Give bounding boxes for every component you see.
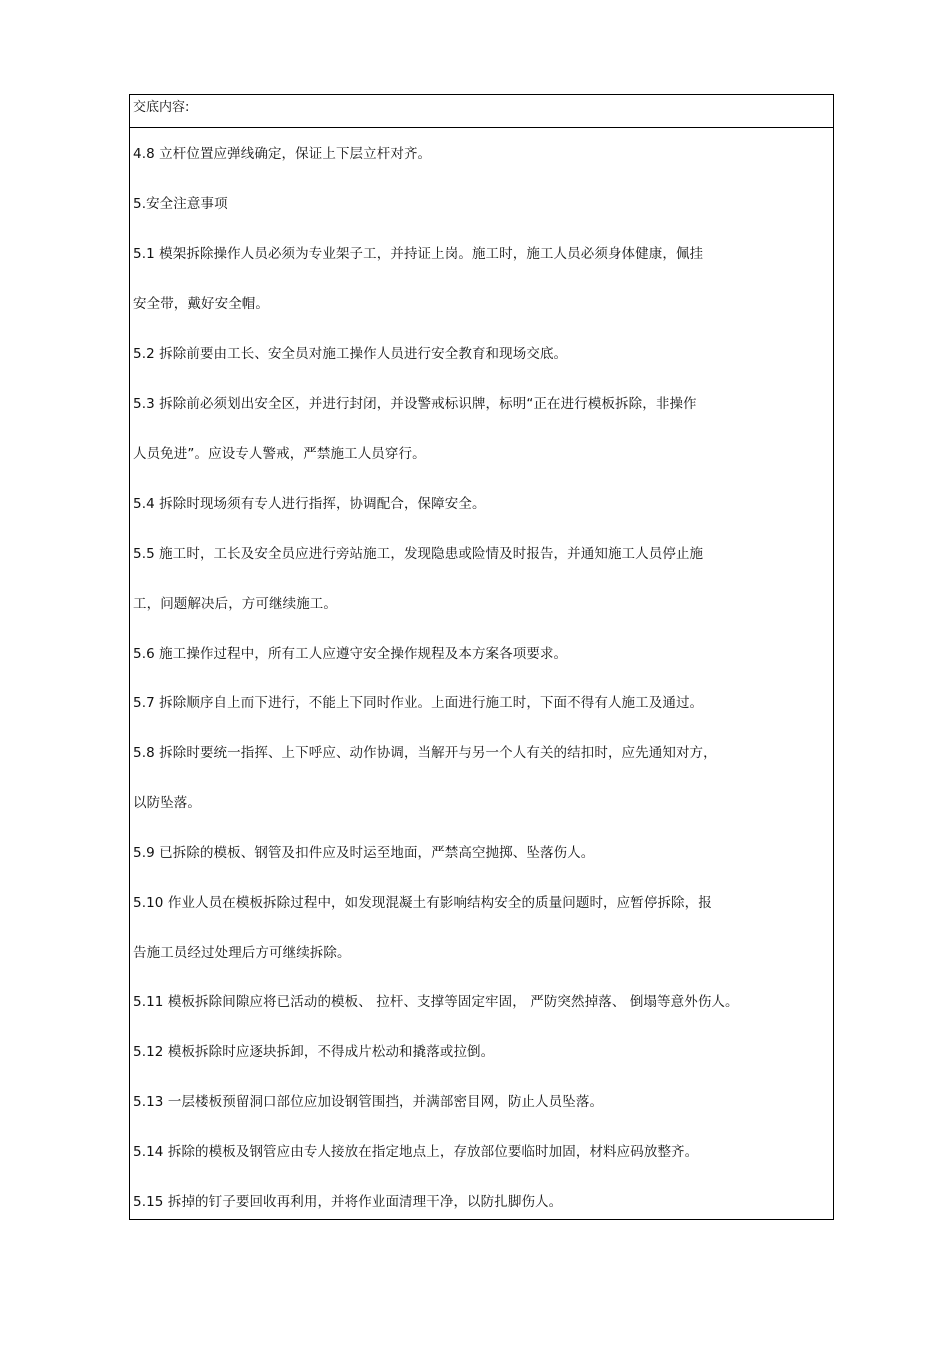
text-line: 5.15 拆掉的钉子要回收再利用，并将作业面清理干净，以防扎脚伤人。 — [133, 1194, 563, 1210]
section-heading: 5.安全注意事项 — [133, 196, 228, 212]
text-line: 5.6 施工操作过程中，所有工人应遵守安全操作规程及本方案各项要求。 — [133, 646, 568, 662]
text-line: 5.3 拆除前必须划出安全区，并进行封闭，并设警戒标识牌，标明“正在进行模板拆除，非操作 — [133, 396, 697, 412]
text-line: 5.13 一层楼板预留洞口部位应加设钢管围挡，并满部密目网，防止人员坠落。 — [133, 1094, 604, 1110]
text-line: 5.5 施工时，工长及安全员应进行旁站施工，发现隐患或险情及时报告，并通知施工人员停止施 — [133, 546, 704, 562]
text-line: 5.14 拆除的模板及钢管应由专人接放在指定地点上，存放部位要临时加固，材料应码放整齐。 — [133, 1144, 699, 1160]
text-line: 工，问题解决后，方可继续施工。 — [133, 596, 337, 612]
text-line: 4.8 立杆位置应弹线确定，保证上下层立杆对齐。 — [133, 146, 432, 162]
text-line: 5.1 模架拆除操作人员必须为专业架子工，并持证上岗。施工时，施工人员必须身体健康，佩挂 — [133, 246, 704, 262]
text-line: 告施工员经过处理后方可继续拆除。 — [133, 945, 351, 961]
text-line: 5.7 拆除顺序自上而下进行，不能上下同时作业。上面进行施工时，下面不得有人施工及通过。 — [133, 695, 704, 711]
text-line: 人员免进”。应设专人警戒，严禁施工人员穿行。 — [133, 446, 426, 462]
text-line: 5.2 拆除前要由工长、安全员对施工操作人员进行安全教育和现场交底。 — [133, 346, 568, 362]
text-line: 5.9 已拆除的模板、钢管及扣件应及时运至地面，严禁高空抛掷、坠落伤人。 — [133, 845, 595, 861]
text-line: 5.8 拆除时要统一指挥、上下呼应、动作协调，当解开与另一个人有关的结扣时，应先通知对方， — [133, 745, 717, 761]
text-line: 安全带，戴好安全帽。 — [133, 296, 269, 312]
text-line: 5.10 作业人员在模板拆除过程中，如发现混凝土有影响结构安全的质量问题时，应暂停拆除，报 — [133, 895, 712, 911]
text-line: 5.11 模板拆除间隙应将已活动的模板、 拉杆、支撑等固定牢固， 严防突然掉落、 倒塌等意外伤人。 — [133, 994, 739, 1010]
content-header-row — [130, 95, 833, 128]
text-line: 以防坠落。 — [133, 795, 201, 811]
text-line: 5.12 模板拆除时应逐块拆卸，不得成片松动和撬落或拉倒。 — [133, 1044, 495, 1060]
content-header-label: 交底内容: — [133, 100, 190, 115]
disclosure-content-box — [129, 94, 834, 1220]
text-line: 5.4 拆除时现场须有专人进行指挥，协调配合，保障安全。 — [133, 496, 486, 512]
